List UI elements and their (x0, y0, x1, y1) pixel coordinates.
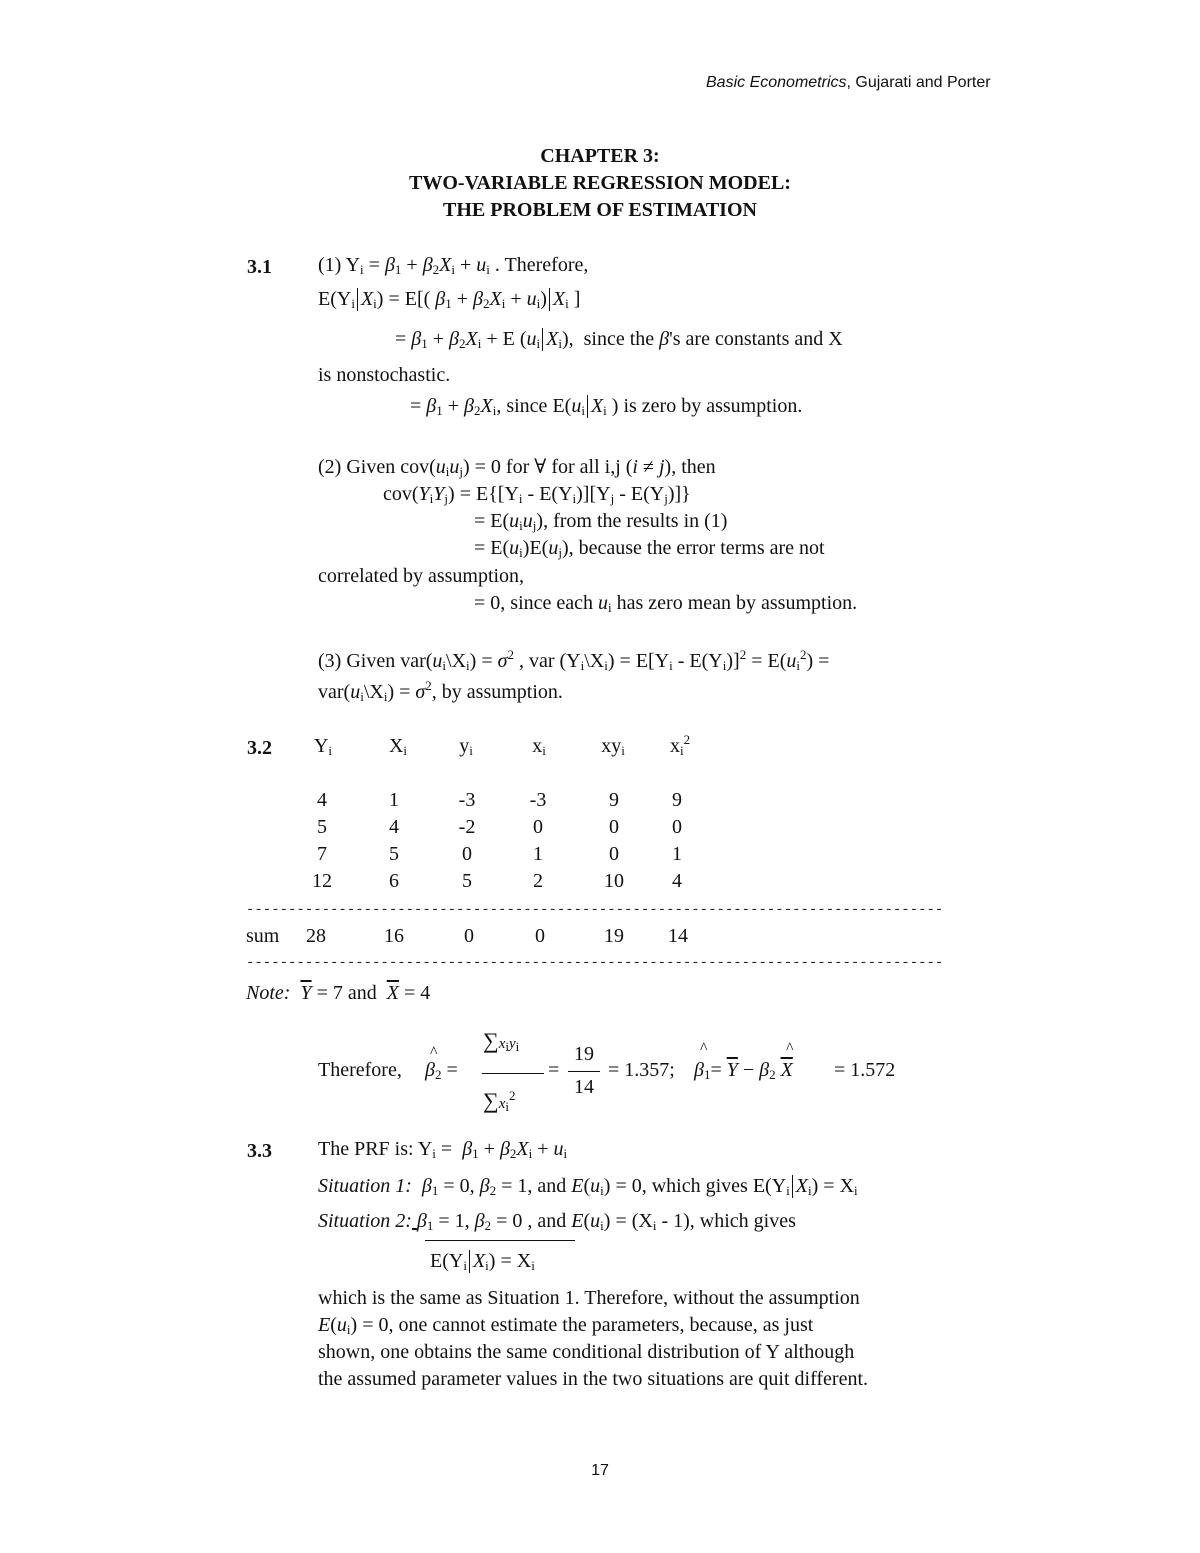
zero-text: = 0, since each (474, 592, 594, 614)
book-authors: , Gujarati and Porter (846, 74, 991, 91)
eq-3-1-cov: $cov(Y_iY_j) = E\{[Y_i - E(Y_i)][Y_j - E(Y_j)]\}$ (383, 483, 691, 506)
sit2-text: , and (527, 1210, 567, 1232)
beta2-value: = 1.357; (608, 1059, 675, 1081)
table-cell: -3 (458, 789, 476, 811)
note-label: Note: (246, 982, 291, 1004)
problem-number-3-2: 3.2 (247, 737, 272, 759)
eq-3-1-part3: (3) Given $var(u_i\backslash X_i) = \sigma^2$ , var $(Y_i\backslash X_i) = E[Y_i - E(Y_i)]^2 = E(u_i^2)$ = (318, 647, 830, 673)
given-var-text: (3) Given var( (318, 650, 433, 672)
sum-numerator: $\sum x_iy_i$ (483, 1028, 520, 1054)
table-cell: 9 (672, 789, 682, 811)
table-cell: 0 (672, 816, 682, 838)
therefore-label: Therefore, (318, 1059, 402, 1081)
sum-denominator: $\sum x_i^2$ (483, 1088, 516, 1114)
table-cell: 5 (317, 816, 327, 838)
sum-cell: 16 (384, 925, 404, 947)
sum-cell: 0 (535, 925, 545, 947)
frac-denominator: 14 (574, 1076, 594, 1098)
fraction-line-1 (482, 1073, 544, 1074)
note-text-a: = 7 and (316, 982, 377, 1004)
eq-3-1-cov3: = $E(u_i)E(u_j)$, because the error terms are not (474, 537, 825, 560)
book-title: Basic Econometrics (706, 74, 847, 91)
data-table (0, 732, 1200, 895)
correlated-text: correlated by assumption, (318, 565, 525, 587)
eq-text: (1) Y (318, 254, 361, 276)
col-header-x2: $x_i^2$ (669, 732, 691, 758)
hat-accent: ^ (430, 1044, 438, 1061)
conclusion-line-3: shown, one obtains the same conditional distribution of Y although (318, 1341, 855, 1363)
col-header-X: $X_i$ (388, 735, 408, 758)
beta2-hat: $\beta_2$ = (425, 1059, 458, 1082)
prf-line: The PRF is: $Y_i = \beta_1 + \beta_2X_i + u_i$ (318, 1138, 568, 1161)
table-cell: 4 (672, 870, 682, 892)
eq-3-1-line2: = $\beta_1 + \beta_2X_i + E$ ($u_i$ $X_i$), since the β's are constants and X (395, 328, 843, 351)
because-text: ), because the error terms are not (561, 537, 825, 559)
sit2-tail: = (X (615, 1210, 653, 1232)
given-cov-text: (2) Given cov( (318, 456, 436, 478)
zero-mean-text: has zero mean by assumption. (616, 592, 858, 614)
then-text: ), then (664, 456, 716, 478)
constants-text: 's are constants and X (669, 328, 843, 350)
problem-number-3-3: 3.3 (247, 1140, 272, 1162)
table-cell: 12 (312, 870, 332, 892)
table-cell: -3 (529, 789, 547, 811)
eq-3-1-part2: (2) Given $cov(u_iu_j) = 0$ for ∀ for all i,j (i ≠ j), then (318, 456, 716, 479)
situation-2: Situation 2: $\beta_1 = 1$, $\beta_2 = 0$ , and $E(u_i) = (X_i - 1)$, which gives (318, 1210, 796, 1233)
page-number: 17 (591, 1462, 609, 1479)
sit2-tail2: - 1), which gives (661, 1210, 796, 1232)
hat-accent: ^ (786, 1040, 794, 1057)
table-cell: 6 (389, 870, 399, 892)
table-cell: 0 (533, 816, 543, 838)
chapter-title-line2: THE PROBLEM OF ESTIMATION (443, 199, 757, 221)
note-text-b: = 4 (403, 982, 431, 1004)
table-cell: 0 (462, 843, 472, 865)
beta1-value: = 1.572 (834, 1059, 896, 1081)
col-header-y: $y_i$ (459, 735, 473, 758)
beta1-hat-eq: $\beta_1= \overline{Y} - \beta_2$ $\overline{X}$ (694, 1059, 793, 1082)
eq-3-1-model: (1) $Y_i = \beta_1 + \beta_2X_i + u_i$ . Therefore, (318, 254, 589, 277)
given-cov-text2: ) = 0 for (462, 456, 530, 478)
results-text: ), from the results in (1) (536, 510, 728, 532)
situation-2-result: $E(Y_i$ $X_i) = X_i$ (430, 1250, 535, 1273)
therefore-text: . Therefore, (494, 254, 589, 276)
since-zero-text: , since E( (496, 395, 572, 417)
conclusion-line-2: $E(u_i) = 0$, one cannot estimate the parameters, because, as just (318, 1314, 814, 1337)
table-cell: 1 (533, 843, 543, 865)
overline-rule (425, 1240, 575, 1241)
by-assumption-text: , by assumption. (431, 681, 563, 703)
sum-cell: 19 (604, 925, 624, 947)
conclusion-line-1: which is the same as Situation 1. Therefore, without the assumption (318, 1287, 860, 1309)
zero-assumption-text: ) is zero by assumption. (611, 395, 803, 417)
hat-accent: ^ (700, 1040, 708, 1057)
eq-3-1-line3: = $\beta_1 + \beta_2X_i$, since $E(u_i$ $X_i$ ) is zero by assumption. (410, 395, 803, 418)
sit1-tail: = 0, which gives E(Y (615, 1175, 787, 1197)
problem-number-3-1: 3.1 (247, 256, 272, 278)
conclusion-line-4: the assumed parameter values in the two situations are quit different. (318, 1368, 869, 1390)
table-cell: 0 (609, 843, 619, 865)
sum-cell: 0 (464, 925, 474, 947)
col-header-xy: $xy_i$ (601, 735, 625, 758)
table-cell: 2 (533, 870, 543, 892)
table-cell: 10 (604, 870, 624, 892)
table-cell: 1 (389, 789, 399, 811)
sum-cell: 28 (306, 925, 326, 947)
nonstochastic-text: is nonstochastic. (318, 364, 451, 386)
chapter-title-line1: TWO-VARIABLE REGRESSION MODEL: (409, 172, 791, 194)
col-header-x: $x_i$ (532, 735, 546, 758)
eq-3-1-part3b: $var(u_i\backslash X_i) = \sigma^2$, by assumption. (318, 678, 563, 704)
sum-cell: 14 (668, 925, 688, 947)
situation-1: Situation 1: $\beta_1 = 0$, $\beta_2 = 1$, and $E(u_i) = 0$, which gives $E(Y_i$ $X_i) = X_i$ (318, 1175, 858, 1198)
sit1-text: = 1, and (501, 1175, 567, 1197)
table-cell: 5 (462, 870, 472, 892)
forall-text: for all i,j ( (551, 456, 633, 478)
since-beta-text: since the (583, 328, 655, 350)
table-cell: 7 (317, 843, 327, 865)
table-cell: 9 (609, 789, 619, 811)
eq-3-1-cov4: = 0, since each $u_i$ has zero mean by assumption. (474, 592, 858, 615)
table-divider-bottom: ----------------------------------------------------------------------------------- (246, 955, 944, 971)
prf-text: The PRF is: Y (318, 1138, 433, 1160)
table-cell: 4 (389, 816, 399, 838)
table-divider-top: ----------------------------------------------------------------------------------- (246, 902, 944, 918)
table-cell: 1 (672, 843, 682, 865)
situation-1-label: Situation 1: (318, 1175, 412, 1197)
table-cell: 0 (609, 816, 619, 838)
running-header (706, 74, 991, 92)
chapter-number: CHAPTER 3: (540, 145, 660, 167)
col-header-Y: $Y_i$ (313, 735, 333, 758)
fraction-line-2 (568, 1071, 600, 1072)
equals-sign: = (548, 1059, 560, 1081)
eq-3-1-cov2: = $E(u_iu_j)$, from the results in (1) (474, 510, 728, 533)
situation-2-label: Situation 2: (318, 1210, 412, 1232)
table-cell: 4 (317, 789, 327, 811)
table-cell: -2 (458, 816, 476, 838)
eq-3-1-expectation: $E(Y_i$ $X_i) = E$[( $\beta_1 + \beta_2X_i + u_i$) $X_i$ ] (318, 288, 581, 311)
conclusion-line-2-text: = 0, one cannot estimate the parameters, because, as just (362, 1314, 814, 1336)
table-cell: 5 (389, 843, 399, 865)
sum-label: sum (246, 925, 280, 947)
frac-numerator: 19 (574, 1043, 594, 1065)
note-line: Note: $\overline{Y} = 7$ and $\overline{X} = 4$ (246, 982, 431, 1004)
